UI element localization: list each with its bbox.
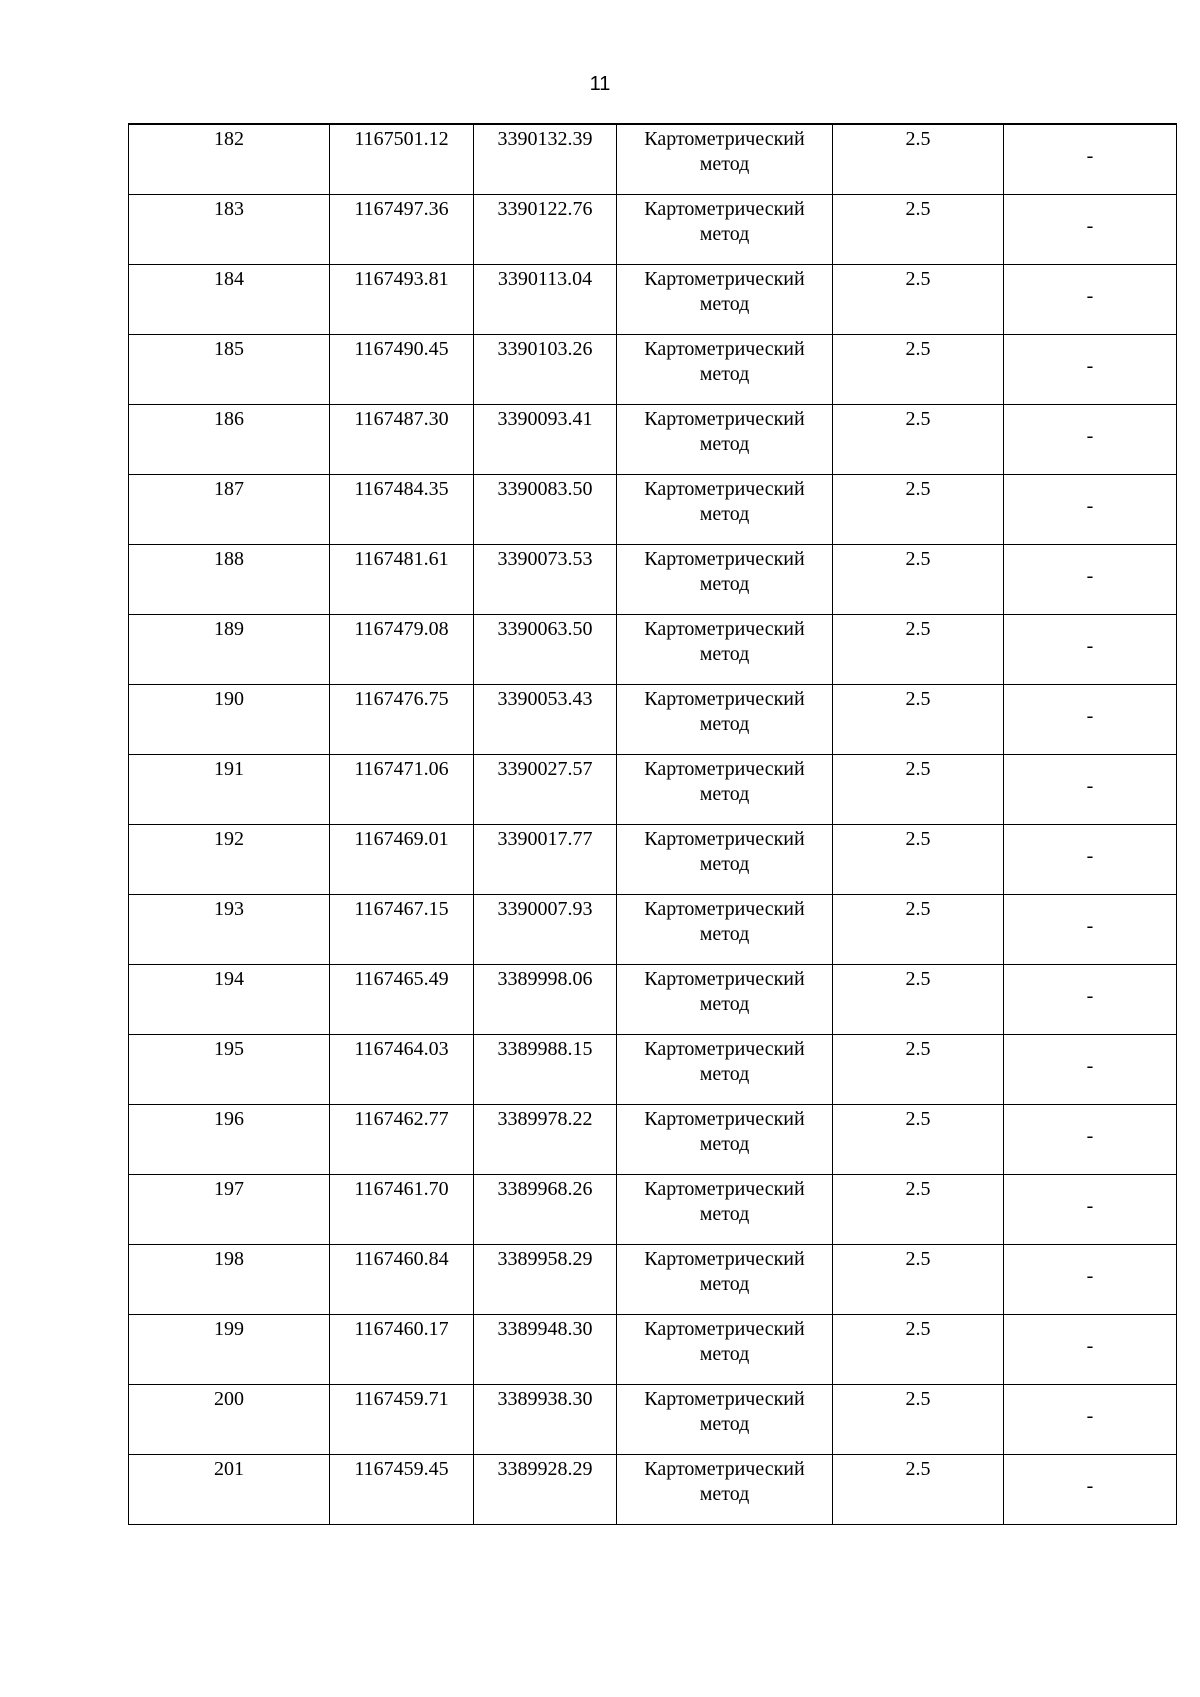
precision-cell xyxy=(833,1314,1004,1384)
point-number: 193 xyxy=(214,897,244,920)
method-line-2: метод xyxy=(699,712,750,735)
table-row xyxy=(129,754,1177,824)
y-coordinate-cell xyxy=(474,1454,617,1524)
method-line-2: метод xyxy=(699,1272,750,1295)
point-number-cell xyxy=(129,264,330,334)
point-number: 188 xyxy=(214,547,244,570)
y-coordinate: 3389988.15 xyxy=(497,1037,593,1060)
y-coordinate-cell xyxy=(474,194,617,264)
method-line-1: Картометрический xyxy=(644,477,805,500)
note-value: - xyxy=(1086,1124,1094,1147)
note-value: - xyxy=(1086,494,1094,517)
y-coordinate: 3390113.04 xyxy=(497,267,593,290)
note-value: - xyxy=(1086,144,1094,167)
x-coordinate-cell xyxy=(330,1174,474,1244)
y-coordinate: 3390132.39 xyxy=(497,128,593,150)
precision-cell xyxy=(833,964,1004,1034)
note-value: - xyxy=(1086,564,1094,587)
method-line-2: метод xyxy=(699,852,750,875)
y-coordinate-cell xyxy=(474,754,617,824)
precision-cell xyxy=(833,264,1004,334)
method-cell xyxy=(617,1034,833,1104)
table-row xyxy=(129,614,1177,684)
point-number: 196 xyxy=(214,1107,244,1130)
method-cell xyxy=(617,614,833,684)
note-cell xyxy=(1004,1454,1177,1524)
method-line-1: Картометрический xyxy=(644,337,805,360)
precision-value: 2.5 xyxy=(905,197,931,220)
method-cell xyxy=(617,544,833,614)
note-value: - xyxy=(1086,1334,1094,1357)
table-row xyxy=(129,404,1177,474)
point-number-cell xyxy=(129,1034,330,1104)
method-line-1: Картометрический xyxy=(644,1317,805,1340)
precision-value: 2.5 xyxy=(905,1247,931,1270)
precision-cell xyxy=(833,124,1004,194)
y-coordinate-cell xyxy=(474,334,617,404)
precision-value: 2.5 xyxy=(905,687,931,710)
method-cell xyxy=(617,1174,833,1244)
x-coordinate: 1167467.15 xyxy=(354,897,449,920)
y-coordinate: 3390027.57 xyxy=(497,757,593,780)
precision-cell xyxy=(833,1034,1004,1104)
point-number-cell xyxy=(129,1174,330,1244)
method-cell xyxy=(617,964,833,1034)
note-cell xyxy=(1004,1244,1177,1314)
method-cell xyxy=(617,754,833,824)
x-coordinate-cell xyxy=(330,1454,474,1524)
precision-value: 2.5 xyxy=(905,757,931,780)
method-line-1: Картометрический xyxy=(644,1247,805,1270)
point-number-cell xyxy=(129,754,330,824)
x-coordinate: 1167460.17 xyxy=(354,1317,449,1340)
x-coordinate: 1167487.30 xyxy=(354,407,449,430)
x-coordinate: 1167484.35 xyxy=(354,477,449,500)
table-row xyxy=(129,1454,1177,1524)
x-coordinate-cell xyxy=(330,754,474,824)
x-coordinate: 1167469.01 xyxy=(354,827,449,850)
note-cell xyxy=(1004,124,1177,194)
note-cell xyxy=(1004,474,1177,544)
note-cell xyxy=(1004,824,1177,894)
precision-value: 2.5 xyxy=(905,128,931,150)
point-number: 200 xyxy=(214,1387,244,1410)
y-coordinate-cell xyxy=(474,1244,617,1314)
point-number: 198 xyxy=(214,1247,244,1270)
precision-value: 2.5 xyxy=(905,547,931,570)
precision-value: 2.5 xyxy=(905,1177,931,1200)
point-number-cell xyxy=(129,824,330,894)
precision-value: 2.5 xyxy=(905,1457,931,1480)
table-row xyxy=(129,1314,1177,1384)
precision-cell xyxy=(833,894,1004,964)
point-number-cell xyxy=(129,404,330,474)
x-coordinate-cell xyxy=(330,124,474,194)
method-line-1: Картометрический xyxy=(644,967,805,990)
x-coordinate: 1167476.75 xyxy=(354,687,449,710)
point-number: 199 xyxy=(214,1317,244,1340)
y-coordinate: 3389938.30 xyxy=(497,1387,593,1410)
y-coordinate: 3390017.77 xyxy=(497,827,593,850)
point-number: 195 xyxy=(214,1037,244,1060)
method-line-1: Картометрический xyxy=(644,1107,805,1130)
method-line-1: Картометрический xyxy=(644,1457,805,1480)
point-number-cell xyxy=(129,544,330,614)
coordinates-table-body xyxy=(129,124,1177,1524)
point-number: 185 xyxy=(214,337,244,360)
point-number: 183 xyxy=(214,197,244,220)
y-coordinate: 3390073.53 xyxy=(497,547,593,570)
x-coordinate-cell xyxy=(330,684,474,754)
table-row xyxy=(129,1174,1177,1244)
method-cell xyxy=(617,1104,833,1174)
note-value: - xyxy=(1086,1474,1094,1497)
x-coordinate-cell xyxy=(330,334,474,404)
note-cell xyxy=(1004,1174,1177,1244)
method-line-1: Картометрический xyxy=(644,267,805,290)
y-coordinate: 3390122.76 xyxy=(497,197,593,220)
point-number-cell xyxy=(129,1384,330,1454)
note-value: - xyxy=(1086,1264,1094,1287)
precision-value: 2.5 xyxy=(905,897,931,920)
method-line-1: Картометрический xyxy=(644,897,805,920)
x-coordinate: 1167459.71 xyxy=(354,1387,449,1410)
coordinates-table xyxy=(128,123,1177,1525)
note-value: - xyxy=(1086,1404,1094,1427)
x-coordinate-cell xyxy=(330,1384,474,1454)
x-coordinate: 1167460.84 xyxy=(354,1247,449,1270)
x-coordinate: 1167481.61 xyxy=(354,547,449,570)
table-row xyxy=(129,894,1177,964)
note-value: - xyxy=(1086,1054,1094,1077)
y-coordinate: 3390103.26 xyxy=(497,337,593,360)
precision-value: 2.5 xyxy=(905,1387,931,1410)
method-line-2: метод xyxy=(699,1342,750,1365)
x-coordinate-cell xyxy=(330,1104,474,1174)
method-line-2: метод xyxy=(699,1062,750,1085)
table-row xyxy=(129,824,1177,894)
x-coordinate: 1167479.08 xyxy=(354,617,449,640)
page-number: 11 xyxy=(589,73,611,95)
note-cell xyxy=(1004,684,1177,754)
note-cell xyxy=(1004,544,1177,614)
x-coordinate-cell xyxy=(330,264,474,334)
point-number: 187 xyxy=(214,477,244,500)
precision-cell xyxy=(833,334,1004,404)
x-coordinate-cell xyxy=(330,1244,474,1314)
method-line-2: метод xyxy=(699,362,750,385)
point-number-cell xyxy=(129,964,330,1034)
precision-value: 2.5 xyxy=(905,827,931,850)
x-coordinate: 1167493.81 xyxy=(354,267,449,290)
note-cell xyxy=(1004,1104,1177,1174)
point-number: 182 xyxy=(214,128,244,150)
method-cell xyxy=(617,894,833,964)
precision-cell xyxy=(833,1104,1004,1174)
method-line-2: метод xyxy=(699,572,750,595)
method-cell xyxy=(617,474,833,544)
point-number: 192 xyxy=(214,827,244,850)
method-line-2: метод xyxy=(699,1482,750,1505)
table-row xyxy=(129,124,1177,194)
method-line-2: метод xyxy=(699,153,750,175)
method-cell xyxy=(617,334,833,404)
y-coordinate: 3389928.29 xyxy=(497,1457,593,1480)
y-coordinate: 3390083.50 xyxy=(497,477,593,500)
note-cell xyxy=(1004,1314,1177,1384)
x-coordinate: 1167459.45 xyxy=(354,1457,449,1480)
precision-cell xyxy=(833,194,1004,264)
table-row xyxy=(129,964,1177,1034)
table-row xyxy=(129,1244,1177,1314)
y-coordinate: 3390053.43 xyxy=(497,687,593,710)
precision-cell xyxy=(833,614,1004,684)
y-coordinate-cell xyxy=(474,1314,617,1384)
method-line-1: Картометрический xyxy=(644,1037,805,1060)
note-value: - xyxy=(1086,844,1094,867)
note-value: - xyxy=(1086,634,1094,657)
y-coordinate-cell xyxy=(474,1104,617,1174)
note-cell xyxy=(1004,404,1177,474)
point-number: 186 xyxy=(214,407,244,430)
x-coordinate: 1167464.03 xyxy=(354,1037,449,1060)
precision-value: 2.5 xyxy=(905,477,931,500)
note-cell xyxy=(1004,894,1177,964)
precision-cell xyxy=(833,1384,1004,1454)
point-number-cell xyxy=(129,1104,330,1174)
method-cell xyxy=(617,1244,833,1314)
precision-value: 2.5 xyxy=(905,1107,931,1130)
method-line-2: метод xyxy=(699,502,750,525)
precision-value: 2.5 xyxy=(905,1037,931,1060)
point-number-cell xyxy=(129,614,330,684)
method-line-1: Картометрический xyxy=(644,757,805,780)
y-coordinate-cell xyxy=(474,404,617,474)
method-cell xyxy=(617,194,833,264)
note-value: - xyxy=(1086,284,1094,307)
precision-cell xyxy=(833,754,1004,824)
table-row xyxy=(129,1034,1177,1104)
method-cell xyxy=(617,824,833,894)
point-number-cell xyxy=(129,1454,330,1524)
point-number-cell xyxy=(129,1244,330,1314)
x-coordinate-cell xyxy=(330,894,474,964)
point-number: 189 xyxy=(214,617,244,640)
method-cell xyxy=(617,1454,833,1524)
precision-value: 2.5 xyxy=(905,1317,931,1340)
method-line-2: метод xyxy=(699,1132,750,1155)
precision-value: 2.5 xyxy=(905,407,931,430)
x-coordinate: 1167490.45 xyxy=(354,337,449,360)
method-line-2: метод xyxy=(699,222,750,245)
point-number-cell xyxy=(129,684,330,754)
note-cell xyxy=(1004,1384,1177,1454)
x-coordinate: 1167461.70 xyxy=(354,1177,449,1200)
point-number-cell xyxy=(129,474,330,544)
y-coordinate-cell xyxy=(474,964,617,1034)
note-cell xyxy=(1004,964,1177,1034)
precision-cell xyxy=(833,1454,1004,1524)
method-cell xyxy=(617,264,833,334)
y-coordinate-cell xyxy=(474,544,617,614)
method-line-1: Картометрический xyxy=(644,827,805,850)
method-cell xyxy=(617,404,833,474)
x-coordinate: 1167471.06 xyxy=(354,757,449,780)
point-number-cell xyxy=(129,124,330,194)
point-number: 184 xyxy=(214,267,244,290)
table-row xyxy=(129,1104,1177,1174)
x-coordinate-cell xyxy=(330,614,474,684)
y-coordinate-cell xyxy=(474,1034,617,1104)
y-coordinate: 3389958.29 xyxy=(497,1247,593,1270)
note-value: - xyxy=(1086,914,1094,937)
note-value: - xyxy=(1086,1194,1094,1217)
x-coordinate-cell xyxy=(330,404,474,474)
y-coordinate: 3390063.50 xyxy=(497,617,593,640)
precision-value: 2.5 xyxy=(905,337,931,360)
x-coordinate-cell xyxy=(330,544,474,614)
note-value: - xyxy=(1086,214,1094,237)
note-value: - xyxy=(1086,424,1094,447)
note-value: - xyxy=(1086,704,1094,727)
y-coordinate: 3390093.41 xyxy=(497,407,593,430)
table-row xyxy=(129,334,1177,404)
note-value: - xyxy=(1086,774,1094,797)
y-coordinate: 3389948.30 xyxy=(497,1317,593,1340)
precision-cell xyxy=(833,474,1004,544)
method-line-2: метод xyxy=(699,1202,750,1225)
point-number-cell xyxy=(129,194,330,264)
table-row xyxy=(129,194,1177,264)
method-cell xyxy=(617,1384,833,1454)
y-coordinate-cell xyxy=(474,1174,617,1244)
method-line-1: Картометрический xyxy=(644,1387,805,1410)
x-coordinate-cell xyxy=(330,964,474,1034)
x-coordinate-cell xyxy=(330,824,474,894)
method-cell xyxy=(617,124,833,194)
precision-cell xyxy=(833,1174,1004,1244)
method-line-1: Картометрический xyxy=(644,617,805,640)
point-number-cell xyxy=(129,1314,330,1384)
y-coordinate-cell xyxy=(474,894,617,964)
method-line-2: метод xyxy=(699,292,750,315)
precision-cell xyxy=(833,544,1004,614)
table-row xyxy=(129,684,1177,754)
x-coordinate-cell xyxy=(330,474,474,544)
table-row xyxy=(129,474,1177,544)
x-coordinate: 1167465.49 xyxy=(354,967,449,990)
method-line-1: Картометрический xyxy=(644,1177,805,1200)
note-cell xyxy=(1004,614,1177,684)
method-line-1: Картометрический xyxy=(644,407,805,430)
method-line-1: Картометрический xyxy=(644,197,805,220)
point-number: 197 xyxy=(214,1177,244,1200)
point-number-cell xyxy=(129,894,330,964)
method-line-2: метод xyxy=(699,1412,750,1435)
x-coordinate-cell xyxy=(330,1314,474,1384)
y-coordinate-cell xyxy=(474,614,617,684)
method-line-2: метод xyxy=(699,642,750,665)
precision-value: 2.5 xyxy=(905,967,931,990)
y-coordinate: 3390007.93 xyxy=(497,897,593,920)
y-coordinate: 3389998.06 xyxy=(497,967,593,990)
y-coordinate-cell xyxy=(474,1384,617,1454)
y-coordinate-cell xyxy=(474,684,617,754)
y-coordinate-cell xyxy=(474,264,617,334)
note-value: - xyxy=(1086,984,1094,1007)
note-cell xyxy=(1004,194,1177,264)
note-value: - xyxy=(1086,354,1094,377)
precision-cell xyxy=(833,1244,1004,1314)
precision-value: 2.5 xyxy=(905,267,931,290)
point-number-cell xyxy=(129,334,330,404)
x-coordinate-cell xyxy=(330,194,474,264)
method-line-2: метод xyxy=(699,782,750,805)
note-cell xyxy=(1004,334,1177,404)
y-coordinate-cell xyxy=(474,124,617,194)
x-coordinate: 1167501.12 xyxy=(354,128,449,150)
point-number: 191 xyxy=(214,757,244,780)
note-cell xyxy=(1004,264,1177,334)
y-coordinate-cell xyxy=(474,824,617,894)
precision-cell xyxy=(833,404,1004,474)
method-cell xyxy=(617,1314,833,1384)
method-line-2: метод xyxy=(699,992,750,1015)
precision-cell xyxy=(833,824,1004,894)
method-cell xyxy=(617,684,833,754)
method-line-2: метод xyxy=(699,432,750,455)
table-row xyxy=(129,544,1177,614)
point-number: 194 xyxy=(214,967,244,990)
method-line-1: Картометрический xyxy=(644,128,805,150)
table-row xyxy=(129,1384,1177,1454)
y-coordinate: 3389968.26 xyxy=(497,1177,593,1200)
method-line-1: Картометрический xyxy=(644,687,805,710)
note-cell xyxy=(1004,754,1177,824)
x-coordinate: 1167497.36 xyxy=(354,197,449,220)
point-number: 201 xyxy=(214,1457,244,1480)
precision-cell xyxy=(833,684,1004,754)
point-number: 190 xyxy=(214,687,244,710)
precision-value: 2.5 xyxy=(905,617,931,640)
y-coordinate: 3389978.22 xyxy=(497,1107,593,1130)
x-coordinate-cell xyxy=(330,1034,474,1104)
table-row xyxy=(129,264,1177,334)
x-coordinate: 1167462.77 xyxy=(354,1107,449,1130)
note-cell xyxy=(1004,1034,1177,1104)
method-line-2: метод xyxy=(699,922,750,945)
y-coordinate-cell xyxy=(474,474,617,544)
method-line-1: Картометрический xyxy=(644,547,805,570)
